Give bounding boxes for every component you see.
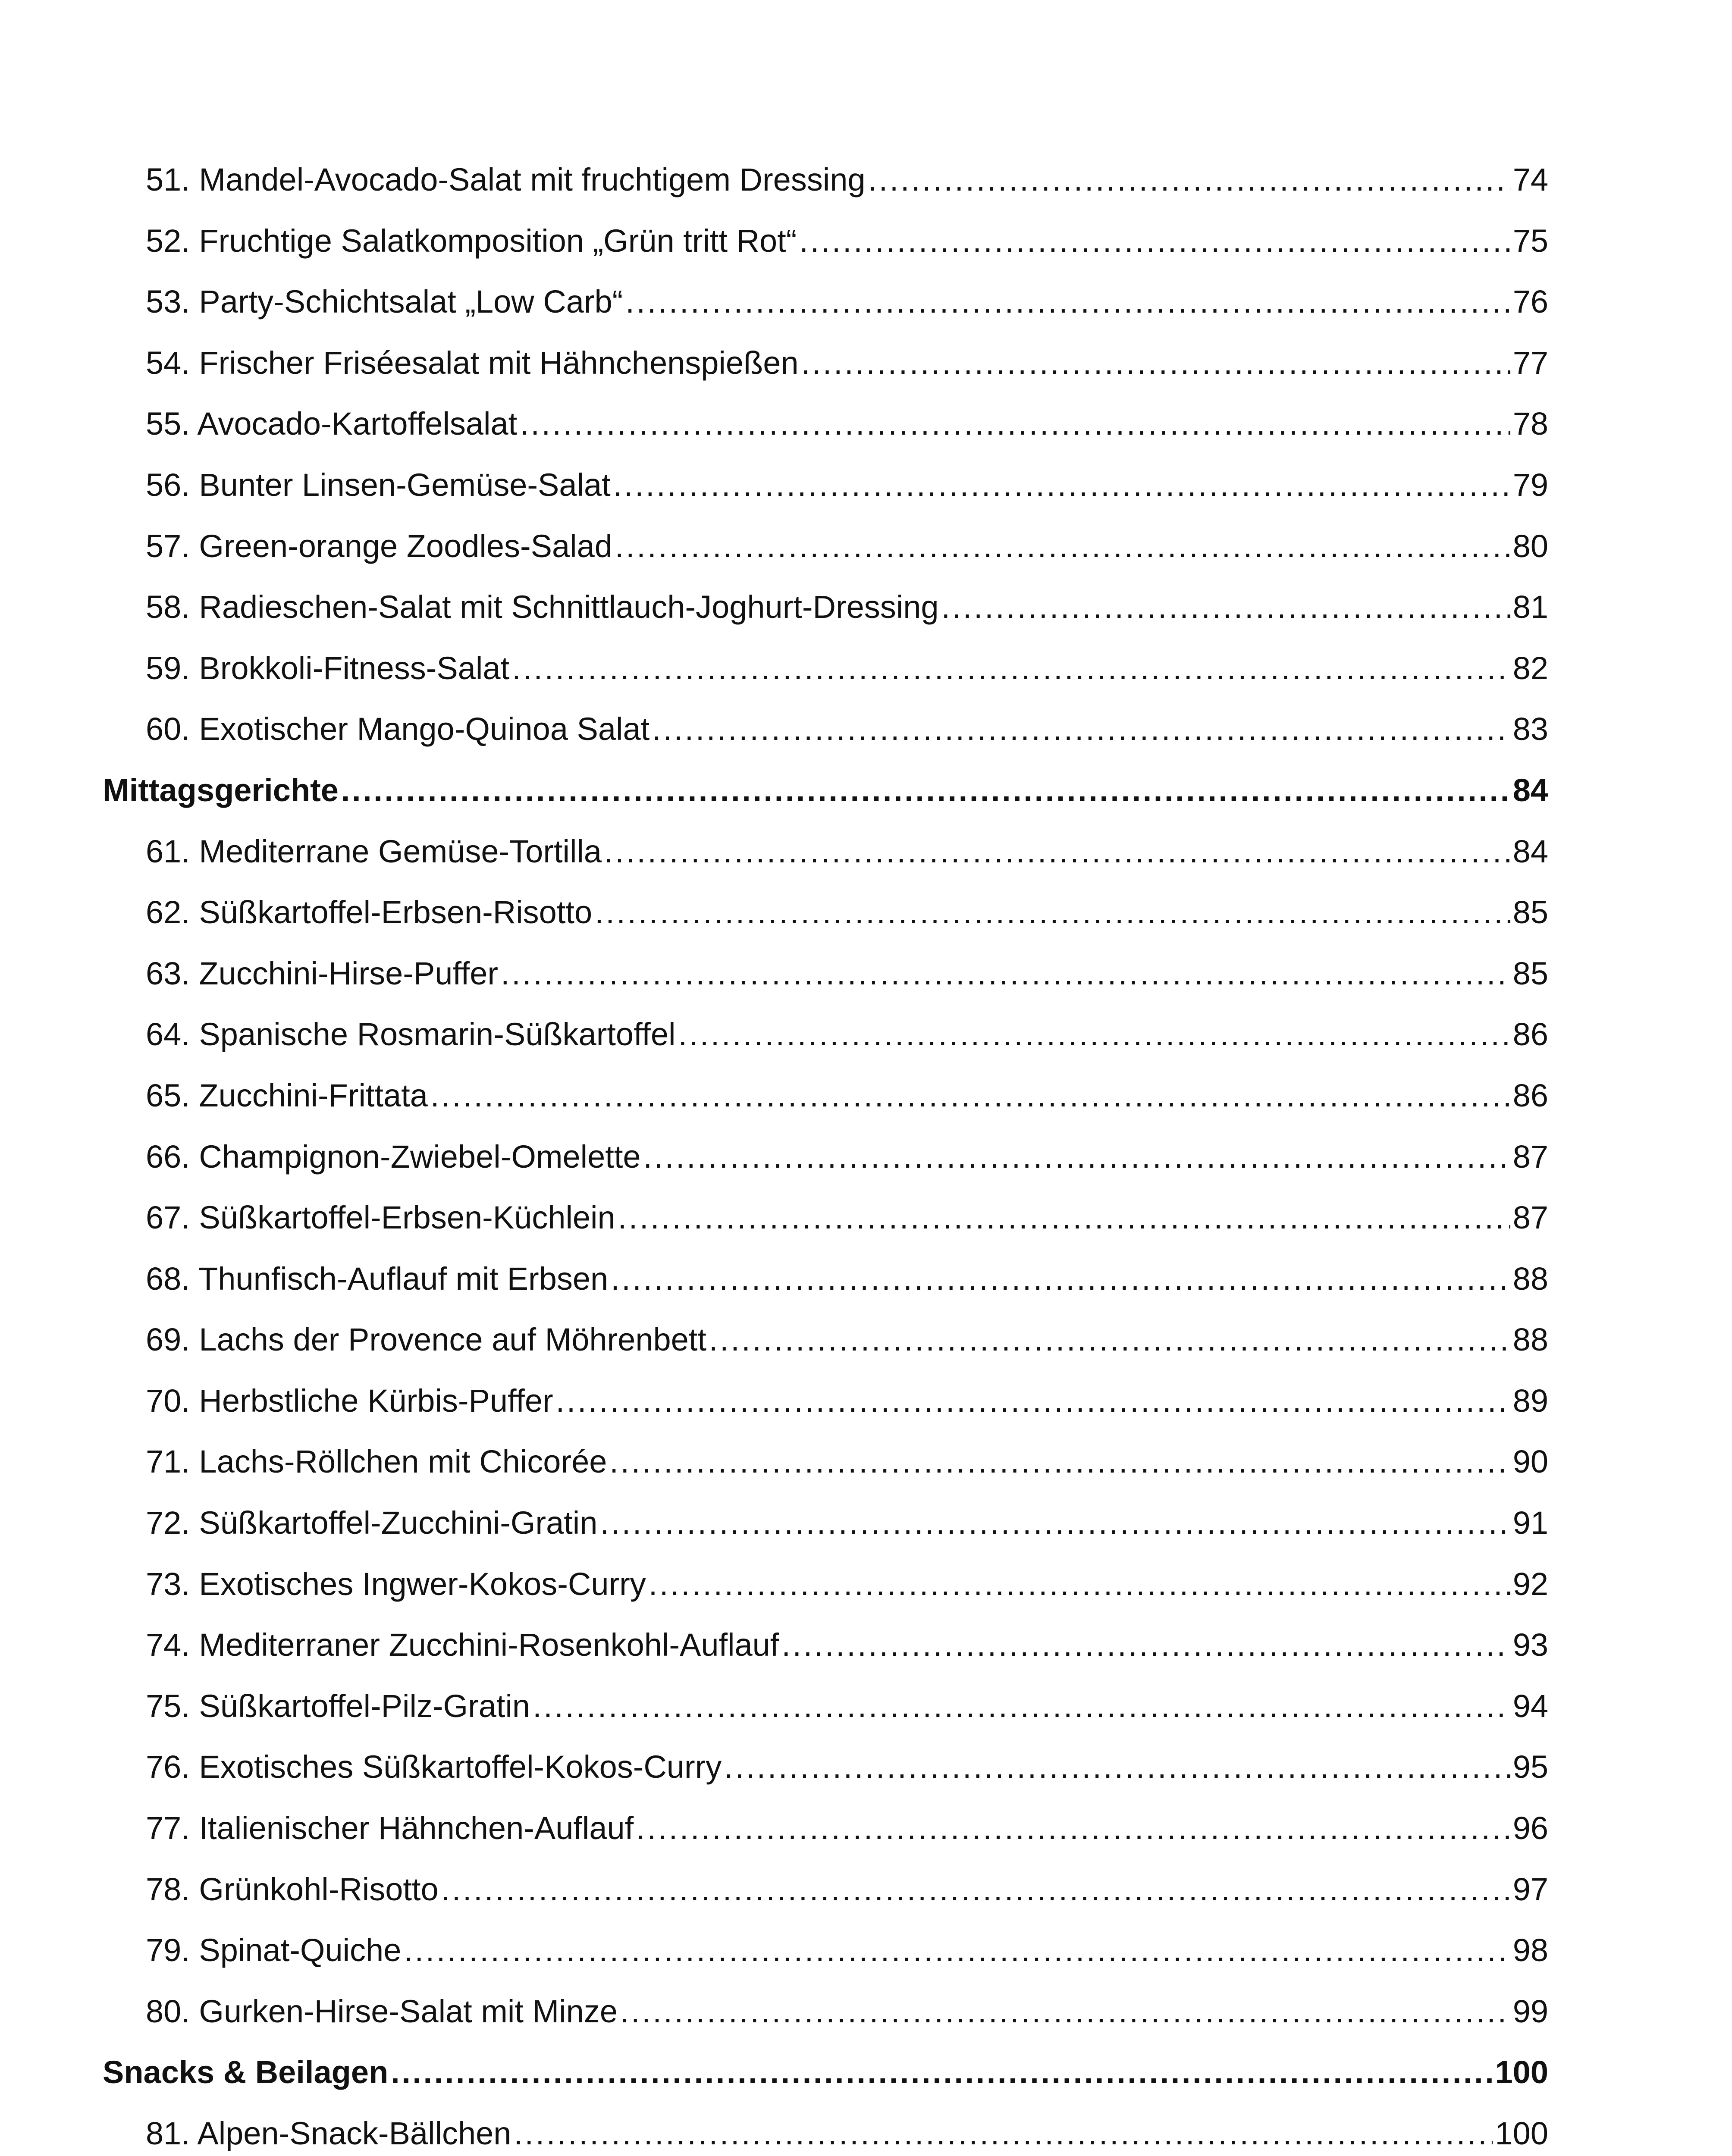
toc-entry — [103, 149, 1548, 210]
toc-page-number: 95 — [1512, 1749, 1548, 1785]
toc-entry-title: 81. Alpen-Snack-Bällchen — [146, 2115, 511, 2151]
dot-leader — [643, 1126, 1510, 1188]
dot-leader — [600, 1492, 1510, 1554]
toc-entry-title: 53. Party-Schichtsalat „Low Carb“ — [146, 284, 623, 320]
dot-leader — [533, 1676, 1510, 1737]
toc-page-number: 94 — [1512, 1688, 1548, 1724]
toc-entry — [103, 1187, 1548, 1248]
toc-entry-title: 64. Spanische Rosmarin-Süßkartoffel — [146, 1016, 676, 1053]
dot-leader — [609, 1431, 1510, 1492]
toc-page-number: 87 — [1512, 1138, 1548, 1175]
toc-entry-title: 68. Thunfisch-Auflauf mit Erbsen — [146, 1260, 609, 1297]
toc-page-number: 80 — [1512, 528, 1548, 564]
toc-page-number: 88 — [1512, 1322, 1548, 1358]
toc-page-number: 86 — [1512, 1077, 1548, 1113]
dot-leader — [604, 821, 1510, 882]
toc-page-number: 84 — [1512, 772, 1548, 808]
toc-entry-title: 67. Süßkartoffel-Erbsen-Küchlein — [146, 1200, 615, 1236]
dot-leader — [618, 1187, 1510, 1248]
toc-page-number: 100 — [1495, 2054, 1548, 2090]
dot-leader — [724, 1736, 1510, 1798]
toc-entry-title: 58. Radieschen-Salat mit Schnittlauch-Joghurt-Dressing — [146, 589, 939, 625]
dot-leader — [801, 332, 1510, 394]
toc-entry — [103, 1798, 1548, 1859]
toc-entry-title: 62. Süßkartoffel-Erbsen-Risotto — [146, 894, 593, 931]
toc-entry-title: 72. Süßkartoffel-Zucchini-Gratin — [146, 1505, 598, 1541]
table-of-contents — [103, 149, 1548, 2156]
toc-page-number: 87 — [1512, 1200, 1548, 1236]
toc-page-number: 85 — [1512, 955, 1548, 991]
dot-leader — [404, 1920, 1510, 1981]
toc-entry — [103, 699, 1548, 760]
dot-leader — [611, 1248, 1510, 1310]
toc-entry — [103, 1981, 1548, 2042]
toc-page-number: 98 — [1512, 1932, 1548, 1968]
dot-leader — [556, 1370, 1510, 1432]
toc-entry — [103, 271, 1548, 332]
dot-leader — [620, 1981, 1510, 2042]
toc-entry — [103, 1859, 1548, 1920]
toc-page-number: 100 — [1495, 2115, 1548, 2151]
toc-entry-title: 59. Brokkoli-Fitness-Salat — [146, 650, 510, 686]
toc-page-number: 83 — [1512, 711, 1548, 747]
dot-leader — [615, 516, 1510, 577]
toc-entry-title: 79. Spinat-Quiche — [146, 1932, 402, 1968]
toc-entry-title: 70. Herbstliche Kürbis-Puffer — [146, 1382, 553, 1419]
toc-entry — [103, 638, 1548, 699]
toc-entry-title: 61. Mediterrane Gemüse-Tortilla — [146, 833, 602, 869]
dot-leader — [514, 2103, 1492, 2156]
dot-leader — [709, 1309, 1510, 1370]
toc-page-number: 78 — [1512, 406, 1548, 442]
dot-leader — [391, 2042, 1492, 2103]
toc-page-number: 89 — [1512, 1382, 1548, 1419]
toc-entry — [103, 210, 1548, 272]
toc-entry-title: 71. Lachs-Röllchen mit Chicorée — [146, 1444, 607, 1480]
toc-entry — [103, 1676, 1548, 1737]
toc-page-number: 77 — [1512, 345, 1548, 381]
toc-entry-title: 73. Exotisches Ingwer-Kokos-Curry — [146, 1566, 646, 1602]
toc-entry-title: 80. Gurken-Hirse-Salat mit Minze — [146, 1993, 618, 2029]
toc-page-number: 90 — [1512, 1444, 1548, 1480]
toc-page-number: 75 — [1512, 222, 1548, 259]
dot-leader — [512, 638, 1510, 699]
toc-entry-title: 56. Bunter Linsen-Gemüse-Salat — [146, 467, 611, 503]
dot-leader — [430, 1065, 1510, 1126]
toc-entry — [103, 1248, 1548, 1310]
toc-entry-title: 55. Avocado-Kartoffelsalat — [146, 406, 518, 442]
toc-page-number: 96 — [1512, 1810, 1548, 1846]
toc-entry-title: 63. Zucchini-Hirse-Puffer — [146, 955, 499, 991]
toc-page-number: 93 — [1512, 1627, 1548, 1663]
toc-entry — [103, 1736, 1548, 1798]
toc-entry — [103, 516, 1548, 577]
toc-entry-title: 74. Mediterraner Zucchini-Rosenkohl-Auflauf — [146, 1627, 779, 1663]
toc-page-number: 91 — [1512, 1505, 1548, 1541]
dot-leader — [941, 577, 1510, 638]
toc-entry — [103, 821, 1548, 882]
toc-page-number: 86 — [1512, 1016, 1548, 1053]
toc-entry — [103, 332, 1548, 394]
toc-entry-title: Mittagsgerichte — [103, 772, 339, 808]
toc-page-number: 99 — [1512, 1993, 1548, 2029]
dot-leader — [501, 943, 1510, 1004]
toc-entry — [103, 1614, 1548, 1676]
toc-entry — [103, 943, 1548, 1004]
toc-section-heading — [103, 760, 1548, 821]
dot-leader — [441, 1859, 1510, 1920]
toc-entry-title: 77. Italienischer Hähnchen-Auflauf — [146, 1810, 634, 1846]
dot-leader — [649, 1554, 1510, 1615]
toc-entry — [103, 1065, 1548, 1126]
toc-entry-title: 66. Champignon-Zwiebel-Omelette — [146, 1138, 641, 1175]
toc-entry-title: 52. Fruchtige Salatkomposition „Grün tritt Rot“ — [146, 222, 797, 259]
toc-page-number: 92 — [1512, 1566, 1548, 1602]
toc-entry — [103, 1126, 1548, 1188]
toc-entry — [103, 393, 1548, 454]
dot-leader — [520, 393, 1510, 454]
dot-leader — [868, 149, 1510, 210]
toc-entry — [103, 1370, 1548, 1432]
toc-entry — [103, 1554, 1548, 1615]
toc-entry-title: 78. Grünkohl-Risotto — [146, 1871, 439, 1907]
toc-page-number: 74 — [1512, 162, 1548, 197]
dot-leader — [625, 271, 1510, 332]
toc-entry-title: Snacks & Beilagen — [103, 2054, 389, 2090]
toc-entry — [103, 2103, 1548, 2156]
toc-page-number: 97 — [1512, 1871, 1548, 1907]
toc-entry — [103, 1492, 1548, 1554]
toc-entry — [103, 1309, 1548, 1370]
toc-entry-title: 60. Exotischer Mango-Quinoa Salat — [146, 711, 650, 747]
dot-leader — [781, 1614, 1510, 1676]
dot-leader — [678, 1004, 1510, 1065]
dot-leader — [613, 454, 1510, 516]
dot-leader — [595, 882, 1510, 943]
toc-entry-title: 75. Süßkartoffel-Pilz-Gratin — [146, 1688, 530, 1724]
toc-entry-title: 51. Mandel-Avocado-Salat mit fruchtigem Dressing — [146, 162, 866, 197]
dot-leader — [652, 699, 1510, 760]
toc-entry — [103, 454, 1548, 516]
toc-page-number: 81 — [1512, 589, 1548, 625]
toc-entry — [103, 1004, 1548, 1065]
dot-leader — [341, 760, 1510, 821]
toc-entry-title: 57. Green-orange Zoodles-Salad — [146, 528, 612, 564]
toc-page-number: 82 — [1512, 650, 1548, 686]
toc-page-number: 85 — [1512, 894, 1548, 931]
toc-entry — [103, 882, 1548, 943]
toc-page-number: 84 — [1512, 833, 1548, 869]
toc-entry — [103, 1431, 1548, 1492]
dot-leader — [799, 210, 1510, 272]
toc-page-number: 76 — [1512, 284, 1548, 320]
toc-page-number: 79 — [1512, 467, 1548, 503]
toc-entry-title: 54. Frischer Friséesalat mit Hähnchenspießen — [146, 345, 799, 381]
dot-leader — [636, 1798, 1510, 1859]
toc-section-heading — [103, 2042, 1548, 2103]
toc-entry-title: 76. Exotisches Süßkartoffel-Kokos-Curry — [146, 1749, 722, 1785]
toc-entry-title: 65. Zucchini-Frittata — [146, 1077, 428, 1113]
toc-entry — [103, 1920, 1548, 1981]
toc-page-number: 88 — [1512, 1260, 1548, 1297]
toc-entry — [103, 577, 1548, 638]
toc-entry-title: 69. Lachs der Provence auf Möhrenbett — [146, 1322, 706, 1358]
